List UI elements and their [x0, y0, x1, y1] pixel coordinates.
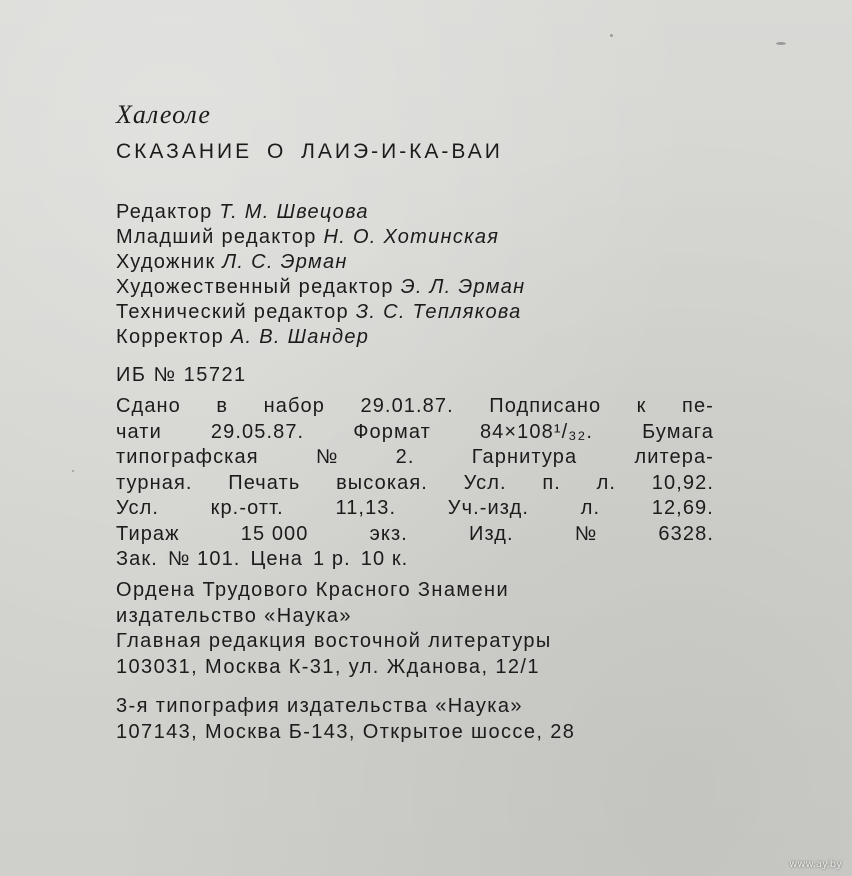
print-detail-word: Усл. [116, 497, 159, 519]
print-detail-word: кр.-отт. [210, 497, 284, 519]
credit-name: Н. О. Хотинская [323, 226, 500, 248]
print-detail-word: 29.05.87. [210, 420, 305, 443]
print-detail-word: Тираж [116, 522, 180, 545]
print-detail-word: 1 р. [312, 548, 351, 570]
print-detail-word: Формат [353, 420, 431, 443]
print-detail-word: чати [116, 420, 162, 443]
print-detail-line [116, 394, 714, 420]
print-detail-line [116, 522, 714, 548]
print-detail-line [116, 420, 714, 446]
print-detail-word: в [216, 395, 229, 417]
print-detail-word: Подписано [489, 395, 602, 417]
book-title: СКАЗАНИЕ О ЛАИЭ-И-КА-ВАИ [116, 140, 503, 163]
credit-name: Л. С. Эрман [222, 251, 348, 273]
paper-speck [610, 34, 613, 37]
print-detail-word: Цена [250, 548, 303, 570]
credit-role: Младший редактор [116, 226, 317, 248]
print-detail-word: литера- [634, 446, 714, 468]
print-detail-word: 15 000 [240, 522, 309, 545]
print-detail-word: Зак. [116, 548, 158, 570]
publisher-line: издательство «Наука» [116, 604, 352, 627]
print-detail-word: к [636, 395, 647, 417]
credit-line [116, 250, 732, 275]
printer-block [116, 694, 732, 745]
credit-name: Т. М. Швецова [219, 201, 369, 223]
publisher-block [116, 578, 732, 680]
print-detail-word: 2. [395, 446, 415, 468]
print-detail-line [116, 471, 714, 497]
print-detail-word: Уч.-изд. [447, 497, 530, 519]
credit-name: А. В. Шандер [230, 326, 370, 348]
credit-line [116, 225, 732, 250]
print-detail-word: Гарнитура [471, 446, 578, 468]
printer-line: 3-я типография издательства «Наука» [116, 695, 523, 717]
print-detail-word: 10 к. [360, 548, 409, 570]
credit-line [116, 300, 732, 325]
publisher-line: 103031, Москва К-31, ул. Жданова, 12/1 [116, 655, 540, 678]
credit-role: Корректор [116, 326, 224, 348]
credit-line [116, 325, 732, 350]
paper-speck [776, 42, 786, 45]
ib-number: ИБ № 15721 [116, 364, 247, 386]
credit-name: З. С. Теплякова [355, 301, 522, 323]
print-detail-word: Печать [228, 471, 301, 494]
credit-line [116, 275, 732, 300]
print-detail-word: 12,69. [651, 497, 714, 519]
print-detail-word: Изд. [468, 522, 514, 545]
credit-role: Редактор [116, 201, 213, 223]
print-detail-line [116, 547, 714, 573]
print-detail-word: 10,92. [651, 471, 714, 494]
print-detail-word: № 101. [167, 548, 241, 570]
print-detail-word: 6328. [658, 522, 714, 545]
print-detail-line [116, 445, 714, 471]
print-detail-word: л. [580, 497, 601, 519]
credits-block [116, 200, 732, 350]
print-detail-line [116, 496, 714, 522]
print-detail-word: набор [263, 395, 325, 417]
publisher-line: Ордена Трудового Красного Знамени [116, 579, 510, 601]
print-detail-word: типографская [116, 446, 259, 468]
credit-role: Технический редактор [116, 301, 349, 323]
print-detail-word: 84×108¹/₃₂. [479, 420, 594, 443]
print-detail-word: № [315, 446, 339, 468]
print-detail-word: пе- [682, 395, 714, 417]
author-name: Халеоле [116, 100, 211, 129]
credit-name: Э. Л. Эрман [400, 276, 526, 298]
paper-speck [72, 470, 74, 472]
credit-line [116, 200, 732, 225]
print-detail-word: Усл. [463, 471, 507, 494]
print-detail-word: 11,13. [335, 497, 397, 519]
print-detail-word: 29.01.87. [360, 395, 454, 417]
print-details-block [116, 394, 714, 573]
credit-role: Художественный редактор [116, 276, 394, 298]
print-detail-word: Сдано [116, 395, 181, 417]
publisher-line: Главная редакция восточной литературы [116, 630, 552, 652]
print-detail-word: № [574, 522, 598, 545]
print-detail-word: п. [542, 471, 561, 494]
printer-line: 107143, Москва Б-143, Открытое шоссе, 28 [116, 720, 576, 743]
print-detail-word: экз. [369, 522, 408, 545]
print-detail-word: Бумага [642, 420, 714, 443]
print-detail-word: высокая. [336, 471, 428, 494]
watermark-text: www.ay.by [789, 859, 842, 870]
print-detail-word: турная. [116, 471, 193, 494]
credit-role: Художник [116, 251, 216, 273]
print-detail-word: л. [596, 471, 617, 494]
